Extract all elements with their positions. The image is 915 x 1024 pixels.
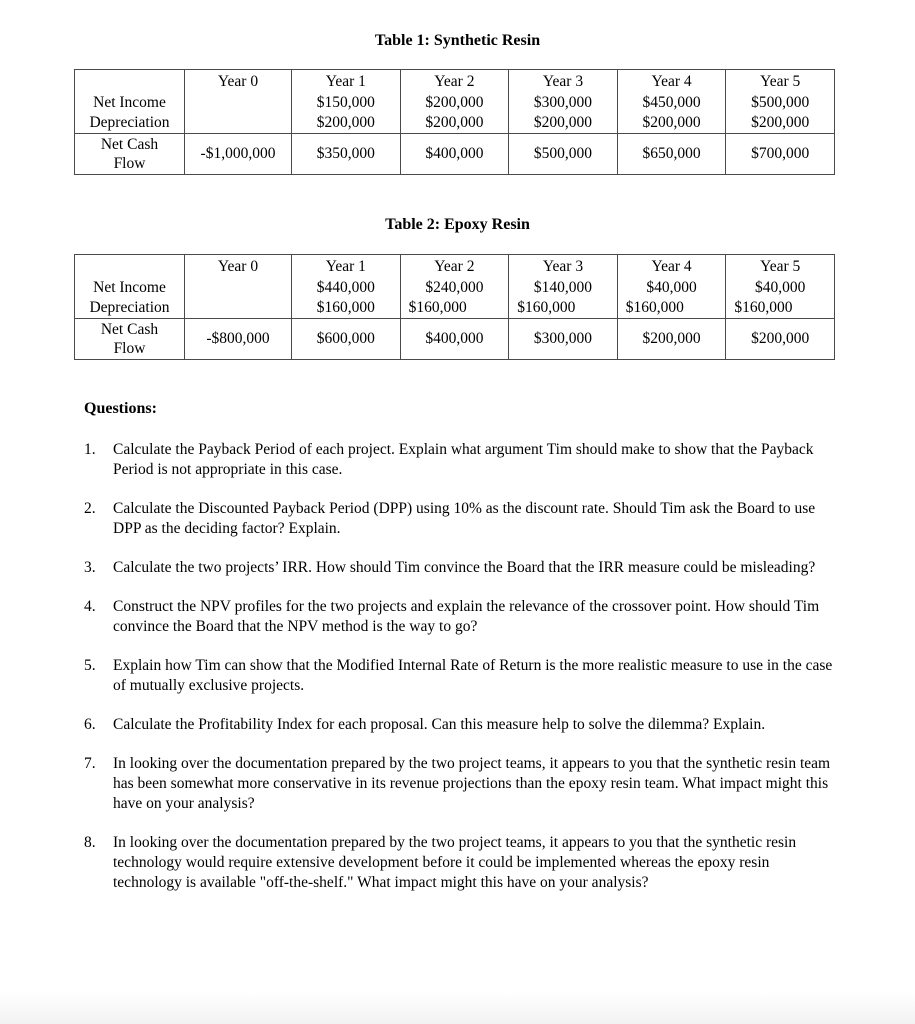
table-cell: $160,000: [509, 298, 618, 319]
table-cell: $40,000: [617, 277, 726, 298]
question-text: In looking over the documentation prepared by the two project teams, it appears to you that the synthetic resin technology would require extensive development before it could be implemented whereas the epoxy resin technology is available "off-the-shelf." What impact might this have on your analysis?: [113, 834, 797, 891]
table-cell: $200,000: [292, 113, 401, 134]
question-item: [84, 754, 834, 814]
header-cell: Year 4: [617, 70, 726, 93]
table-cell: $700,000: [726, 134, 835, 175]
table1-title: Table 1: Synthetic Resin: [374, 32, 541, 49]
table-cell: $500,000: [726, 92, 835, 113]
question-number: 2.: [84, 500, 96, 517]
row-label-line: Net Cash: [100, 136, 159, 153]
net-income-row: [75, 277, 835, 298]
net-cash-flow-row: [75, 319, 835, 360]
header-cell: Year 3: [509, 70, 618, 93]
table-cell: -$1,000,000: [185, 134, 292, 175]
synthetic-resin-table: [74, 69, 835, 175]
row-label: [75, 134, 185, 175]
table-cell: $200,000: [726, 113, 835, 134]
table-cell: $300,000: [509, 319, 618, 360]
table-cell: $650,000: [617, 134, 726, 175]
question-text: Calculate the two projects’ IRR. How should Tim convince the Board that the IRR measure could be misleading?: [113, 559, 816, 576]
question-text: In looking over the documentation prepared by the two project teams, it appears to you that the synthetic resin team has been somewhat more conservative in its revenue projections than the epoxy resin team. What impact might this have on your analysis?: [113, 755, 831, 812]
header-cell: Year 2: [400, 255, 509, 278]
header-cell: Year 5: [726, 70, 835, 93]
table-cell: $300,000: [509, 92, 618, 113]
header-cell: Year 3: [509, 255, 618, 278]
table-cell: $440,000: [292, 277, 401, 298]
question-number: 7.: [84, 755, 96, 772]
header-cell: Year 0: [185, 70, 292, 93]
question-number: 1.: [84, 441, 96, 458]
question-item: [84, 656, 834, 696]
header-cell: Year 0: [185, 255, 292, 278]
table-cell: [185, 298, 292, 319]
table-cell: $200,000: [726, 319, 835, 360]
table-cell: $140,000: [509, 277, 618, 298]
row-label: Net Income: [75, 277, 185, 298]
question-item: [84, 715, 834, 735]
table-cell: $600,000: [292, 319, 401, 360]
table-cell: $200,000: [400, 113, 509, 134]
table-cell: $150,000: [292, 92, 401, 113]
question-text: Calculate the Discounted Payback Period (DPP) using 10% as the discount rate. Should Tim ask the Board to use DPP as the deciding factor? Explain.: [113, 500, 816, 537]
header-cell: Year 1: [292, 70, 401, 93]
header-cell: Year 4: [617, 255, 726, 278]
question-text: Explain how Tim can show that the Modified Internal Rate of Return is the more realistic measure to use in the case of mutually exclusive projects.: [113, 657, 833, 694]
header-cell: Year 1: [292, 255, 401, 278]
header-cell: [75, 255, 185, 278]
question-number: 6.: [84, 716, 96, 733]
depreciation-row: [75, 298, 835, 319]
row-label: Depreciation: [75, 113, 185, 134]
row-label-line: Net Cash: [100, 321, 159, 338]
depreciation-row: [75, 113, 835, 134]
row-label: [75, 319, 185, 360]
questions-heading: Questions:: [84, 400, 157, 417]
question-number: 8.: [84, 834, 96, 851]
question-item: [84, 558, 834, 578]
question-text: Calculate the Profitability Index for each proposal. Can this measure help to solve the dilemma? Explain.: [113, 716, 766, 733]
table-cell: $160,000: [400, 298, 509, 319]
question-number: 3.: [84, 559, 96, 576]
table-cell: [185, 113, 292, 134]
table-cell: -$800,000: [185, 319, 292, 360]
table-cell: $160,000: [292, 298, 401, 319]
question-item: [84, 597, 834, 637]
table-cell: $500,000: [509, 134, 618, 175]
net-income-row: [75, 92, 835, 113]
row-label-line: Flow: [113, 155, 146, 172]
table-cell: $160,000: [617, 298, 726, 319]
table-header-row: [75, 255, 835, 278]
table-cell: $400,000: [400, 134, 509, 175]
row-label: Depreciation: [75, 298, 185, 319]
table-cell: $200,000: [400, 92, 509, 113]
question-item: [84, 440, 834, 480]
question-number: 5.: [84, 657, 96, 674]
questions-section: [84, 400, 834, 912]
table-cell: $200,000: [617, 113, 726, 134]
question-text: Construct the NPV profiles for the two projects and explain the relevance of the crossover point. How should Tim convince the Board that the NPV method is the way to go?: [113, 598, 820, 635]
header-cell: [75, 70, 185, 93]
table-header-row: [75, 70, 835, 93]
question-text: Calculate the Payback Period of each project. Explain what argument Tim should make to show that the Payback Period is not appropriate in this case.: [113, 441, 814, 478]
epoxy-resin-table: [74, 254, 835, 360]
row-label: Net Income: [75, 92, 185, 113]
table-cell: [185, 277, 292, 298]
table-cell: $200,000: [617, 319, 726, 360]
table-cell: $40,000: [726, 277, 835, 298]
table-cell: [185, 92, 292, 113]
page-bottom-shade: [0, 992, 915, 1024]
question-number: 4.: [84, 598, 96, 615]
row-label-line: Flow: [113, 340, 146, 357]
question-item: [84, 499, 834, 539]
table-cell: $200,000: [509, 113, 618, 134]
table-cell: $400,000: [400, 319, 509, 360]
table2-title: Table 2: Epoxy Resin: [385, 216, 530, 233]
net-cash-flow-row: [75, 134, 835, 175]
header-cell: Year 5: [726, 255, 835, 278]
table-cell: $350,000: [292, 134, 401, 175]
table-cell: $160,000: [726, 298, 835, 319]
table-cell: $240,000: [400, 277, 509, 298]
table-cell: $450,000: [617, 92, 726, 113]
header-cell: Year 2: [400, 70, 509, 93]
question-list: [84, 440, 834, 893]
question-item: [84, 833, 834, 893]
